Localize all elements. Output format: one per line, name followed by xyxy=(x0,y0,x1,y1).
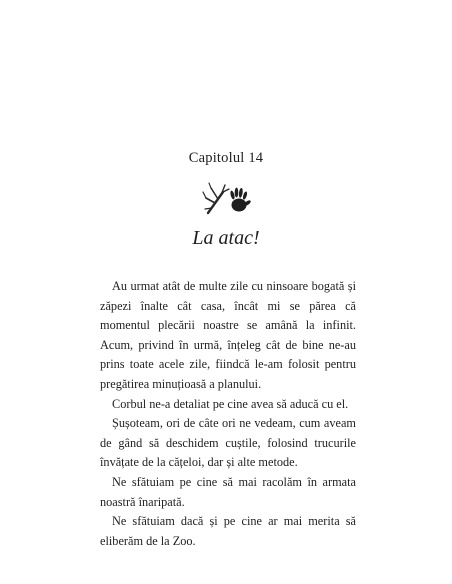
paragraph: Ne sfătuiam dacă și pe cine ar mai merita să eliberăm de la Zoo. xyxy=(100,514,356,548)
chapter-title: La atac! xyxy=(192,227,260,249)
chapter-body xyxy=(100,277,356,551)
paragraph: Au urmat atât de multe zile cu ninsoare bogată și zăpezi înalte cât casa, încât mi se părea că momentul plecării noastre se amână la infinit. Acum, privind în urmă, înțeleg cât de bine ne-au prins toate acele zile, fiindcă le-am folosit pentru pregătirea minuțioasă a planului. xyxy=(100,279,356,391)
chapter-label: Capitolul 14 xyxy=(188,150,264,166)
paragraph: Ne sfătuiam pe cine să mai racolăm în armata noastră înaripată. xyxy=(100,474,356,509)
tree-branch-and-handprint-icon xyxy=(201,180,253,216)
paragraph: Șușoteam, ori de câte ori ne vedeam, cum aveam de gând să deschidem cuștile, folosind trucurile învățate de la cățeloi, dar și alte metode. xyxy=(100,416,356,470)
paragraph: Corbul ne-a detaliat pe cine avea să aducă cu el. xyxy=(112,396,349,411)
